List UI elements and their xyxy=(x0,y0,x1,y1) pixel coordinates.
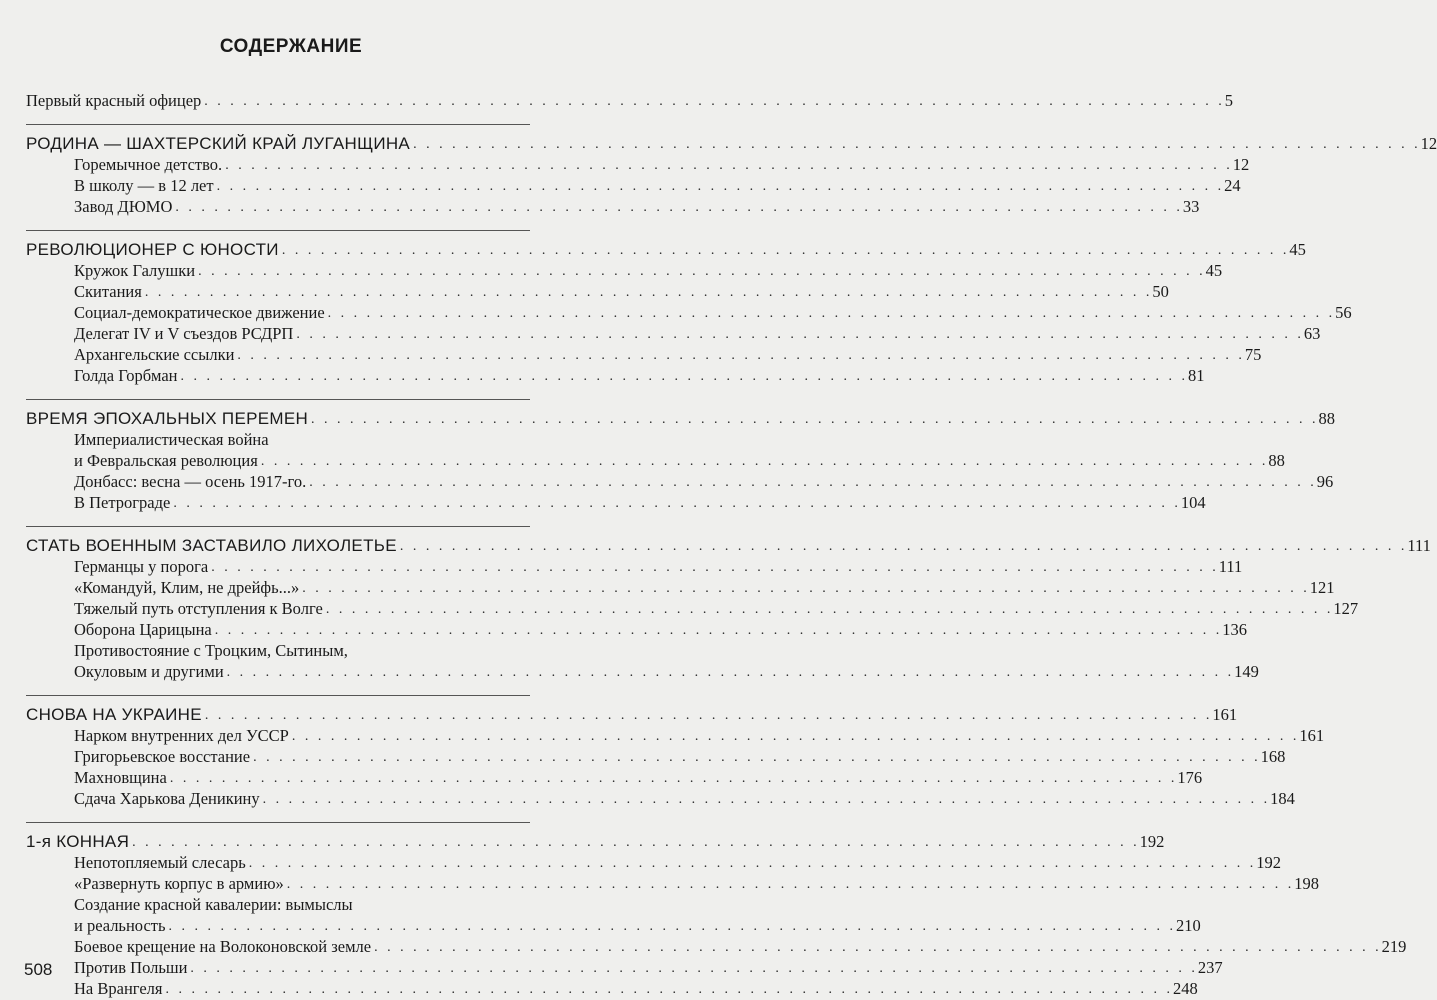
toc-entry-label: Горемычное детство. xyxy=(74,155,223,174)
toc-entry-label: Социал-демократическое движение xyxy=(74,303,325,322)
toc-entry-label-line: Противостояние с Троцким, Сытиным, xyxy=(74,641,348,660)
toc-entry-label: Скитания xyxy=(74,282,142,301)
toc-entry-label: и Февральская революция xyxy=(74,451,258,470)
toc-entry xyxy=(26,978,1198,999)
section-divider xyxy=(26,124,530,125)
table-of-contents xyxy=(26,90,1437,999)
toc-entry-page: 161 xyxy=(1299,726,1325,745)
toc-entry xyxy=(26,492,1206,513)
toc-entry xyxy=(26,365,1205,386)
toc-entry-label: Оборона Царицына xyxy=(74,620,212,639)
toc-entry-label: СТАТЬ ВОЕННЫМ ЗАСТАВИЛО ЛИХОЛЕТЬЕ xyxy=(26,536,397,555)
toc-entry-page: 45 xyxy=(1289,240,1306,259)
leader-dots: . . . . . . . . . . . . . . . . . . . . . . . . . . . . . . . . . . . . . . . . . . . . . . . . . . . . . . . . . . . . . . . . . . . . . . . . . . . . . . xyxy=(180,369,1189,384)
toc-entry-label: «Командуй, Клим, не дрейфь...» xyxy=(74,578,300,597)
toc-entry-page: 136 xyxy=(1222,620,1247,639)
toc-entry-label: Окуловым и другими xyxy=(74,662,224,681)
toc-entry-page: 127 xyxy=(1333,599,1359,618)
leader-dots: . . . . . . . . . . . . . . . . . . . . . . . . . . . . . . . . . . . . . . . . . . . . . . . . . . . . . . . . . . . . . . . . . . . . . . . . . . . . . . xyxy=(214,623,1223,638)
toc-entry-page: 161 xyxy=(1212,705,1238,724)
leader-dots: . . . . . . . . . . . . . . . . . . . . . . . . . . . . . . . . . . . . . . . . . . . . . . . . . . . . . . . . . . . . . . . . . . . . . . . . . . . . . . xyxy=(296,327,1304,342)
toc-entry-page: 104 xyxy=(1180,493,1206,512)
toc-entry-page: 219 xyxy=(1381,937,1407,956)
leader-dots: . . . . . . . . . . . . . . . . . . . . . . . . . . . . . . . . . . . . . . . . . . . . . . . . . . . . . . . . . . . . . . . . . . . . . . . . . . . . . . xyxy=(132,835,1140,850)
leader-dots: . . . . . . . . . . . . . . . . . . . . . . . . . . . . . . . . . . . . . . . . . . . . . . . . . . . . . . . . . . . . . . . . . . . . . . . . . . . . . . xyxy=(204,708,1213,723)
toc-entry-page: 12 xyxy=(1420,134,1437,153)
leader-dots: . . . . . . . . . . . . . . . . . . . . . . . . . . . . . . . . . . . . . . . . . . . . . . . . . . . . . . . . . . . . . . . . . . . . . . . . . . . . . . xyxy=(169,771,1178,786)
leader-dots: . . . . . . . . . . . . . . . . . . . . . . . . . . . . . . . . . . . . . . . . . . . . . . . . . . . . . . . . . . . . . . . . . . . . . . . . . . . . . . xyxy=(260,454,1269,469)
section-divider xyxy=(26,526,530,527)
leader-dots: . . . . . . . . . . . . . . . . . . . . . . . . . . . . . . . . . . . . . . . . . . . . . . . . . . . . . . . . . . . . . . . . . . . . . . . . . . . . . . xyxy=(248,856,1257,871)
leader-dots: . . . . . . . . . . . . . . . . . . . . . . . . . . . . . . . . . . . . . . . . . . . . . . . . . . . . . . . . . . . . . . . . . . . . . . . . . . . . . . xyxy=(291,729,1300,744)
toc-entry-page: 88 xyxy=(1268,451,1285,470)
toc-entry-page: 88 xyxy=(1318,409,1336,428)
toc-entry-page: 5 xyxy=(1224,91,1234,110)
section-divider xyxy=(26,399,530,400)
leader-dots: . . . . . . . . . . . . . . . . . . . . . . . . . . . . . . . . . . . . . . . . . . . . . . . . . . . . . . . . . . . . . . . . . . . . . . . . . . . . . . xyxy=(374,940,1382,955)
toc-entry-label: «Развернуть корпус в армию» xyxy=(74,874,284,893)
section-divider xyxy=(26,230,530,231)
leader-dots: . . . . . . . . . . . . . . . . . . . . . . . . . . . . . . . . . . . . . . . . . . . . . . . . . . . . . . . . . . . . . . . . . . . . . . . . . . . . . . xyxy=(327,306,1336,321)
toc-entry-page: 168 xyxy=(1260,747,1286,766)
leader-dots: . . . . . . . . . . . . . . . . . . . . . . . . . . . . . . . . . . . . . . . . . . . . . . . . . . . . . . . . . . . . . . . . . . . . . . . . . . . . . . xyxy=(216,179,1225,194)
toc-entry xyxy=(26,344,1262,365)
toc-entry xyxy=(26,957,1223,978)
toc-entry xyxy=(26,915,1201,936)
leader-dots: . . . . . . . . . . . . . . . . . . . . . . . . . . . . . . . . . . . . . . . . . . . . . . . . . . . . . . . . . . . . . . . . . . . . . . . . . . . . . . xyxy=(325,602,1334,617)
toc-entry-label: Кружок Галушки xyxy=(74,261,196,280)
toc-section-heading xyxy=(26,535,1431,556)
toc-entry-page: 111 xyxy=(1218,557,1243,576)
leader-dots: . . . . . . . . . . . . . . . . . . . . . . . . . . . . . . . . . . . . . . . . . . . . . . . . . . . . . . . . . . . . . . . . . . . . . . . . . . . . . . xyxy=(226,665,1235,680)
toc-entry-page: 210 xyxy=(1176,916,1201,935)
toc-section-heading xyxy=(26,704,1238,725)
toc-entry-label: Донбасс: весна — осень 1917-го. xyxy=(74,472,307,491)
toc-entry xyxy=(26,577,1335,598)
toc-entry-page: 176 xyxy=(1177,768,1203,787)
toc-entry xyxy=(26,598,1359,619)
leader-dots: . . . . . . . . . . . . . . . . . . . . . . . . . . . . . . . . . . . . . . . . . . . . . . . . . . . . . . . . . . . . . . . . . . . . . . . . . . . . . . xyxy=(225,158,1233,173)
toc-entry-label: Германцы у порога xyxy=(74,557,209,576)
toc-entry-label: На Врангеля xyxy=(74,979,163,998)
toc-entry xyxy=(26,175,1241,196)
page-title: СОДЕРЖАНИЕ xyxy=(219,36,363,57)
toc-entry xyxy=(26,619,1247,640)
leader-dots: . . . . . . . . . . . . . . . . . . . . . . . . . . . . . . . . . . . . . . . . . . . . . . . . . . . . . . . . . . . . . . . . . . . . . . . . . . . . . . xyxy=(211,560,1219,575)
leader-dots: . . . . . . . . . . . . . . . . . . . . . . . . . . . . . . . . . . . . . . . . . . . . . . . . . . . . . . . . . . . . . . . . . . . . . . . . . . . . . . xyxy=(237,348,1245,363)
toc-entry-page: 33 xyxy=(1182,197,1200,216)
toc-entry-page: 192 xyxy=(1139,832,1165,851)
toc-entry xyxy=(26,661,1259,682)
toc-entry xyxy=(26,323,1321,344)
toc-entry-label-line: Империалистическая война xyxy=(74,430,269,449)
toc-entry xyxy=(26,260,1223,281)
toc-section-heading xyxy=(26,408,1336,429)
leader-dots: . . . . . . . . . . . . . . . . . . . . . . . . . . . . . . . . . . . . . . . . . . . . . . . . . . . . . . . . . . . . . . . . . . . . . . . . . . . . . . xyxy=(302,581,1310,596)
section-divider xyxy=(26,822,530,823)
toc-entry-page: 237 xyxy=(1197,958,1223,977)
toc-entry-page: 96 xyxy=(1316,472,1334,491)
leader-dots: . . . . . . . . . . . . . . . . . . . . . . . . . . . . . . . . . . . . . . . . . . . . . . . . . . . . . . . . . . . . . . . . . . . . . . . . . . . . . . xyxy=(168,919,1177,934)
toc-entry xyxy=(26,154,1250,175)
toc-entry-label: Делегат IV и V съездов РСДРП xyxy=(74,324,294,343)
toc-section-heading xyxy=(26,831,1165,852)
toc-entry-page: 50 xyxy=(1152,282,1169,301)
toc-entry xyxy=(26,302,1352,323)
toc-section-heading xyxy=(26,133,1437,154)
toc-entry-label: В Петрограде xyxy=(74,493,171,512)
leader-dots: . . . . . . . . . . . . . . . . . . . . . . . . . . . . . . . . . . . . . . . . . . . . . . . . . . . . . . . . . . . . . . . . . . . . . . . . . . . . . . xyxy=(190,961,1198,976)
toc-entry-label: 1-я КОННАЯ xyxy=(26,832,130,851)
leader-dots: . . . . . . . . . . . . . . . . . . . . . . . . . . . . . . . . . . . . . . . . . . . . . . . . . . . . . . . . . . . . . . . . . . . . . . . . . . . . . . xyxy=(281,243,1290,258)
toc-entry-label: Первый красный офицер xyxy=(26,91,202,110)
toc-entry xyxy=(26,556,1243,577)
toc-entry-label: РЕВОЛЮЦИОНЕР С ЮНОСТИ xyxy=(26,240,279,259)
page-number: 508 xyxy=(24,960,53,979)
toc-entry-page: 111 xyxy=(1407,536,1431,555)
toc-entry-page: 75 xyxy=(1244,345,1262,364)
toc-entry-page: 184 xyxy=(1270,789,1295,808)
leader-dots: . . . . . . . . . . . . . . . . . . . . . . . . . . . . . . . . . . . . . . . . . . . . . . . . . . . . . . . . . . . . . . . . . . . . . . . . . . . . . . xyxy=(173,496,1181,511)
toc-entry xyxy=(26,852,1281,873)
toc-entry-label: Архангельские ссылки xyxy=(74,345,235,364)
leader-dots: . . . . . . . . . . . . . . . . . . . . . . . . . . . . . . . . . . . . . . . . . . . . . . . . . . . . . . . . . . . . . . . . . . . . . . . . . . . . . . xyxy=(311,412,1319,427)
toc-entry xyxy=(26,873,1320,894)
toc-entry-label: ВРЕМЯ ЭПОХАЛЬНЫХ ПЕРЕМЕН xyxy=(26,409,309,428)
leader-dots: . . . . . . . . . . . . . . . . . . . . . . . . . . . . . . . . . . . . . . . . . . . . . . . . . . . . . . . . . . . . . . . . . . . . . . . . . . . . . . xyxy=(413,137,1421,152)
toc-entry-label-line: Создание красной кавалерии: вымыслы xyxy=(74,895,353,914)
toc-entry-label: Нарком внутренних дел УССР xyxy=(74,726,289,745)
toc-entry xyxy=(26,767,1203,788)
toc-entry-page: 248 xyxy=(1172,979,1198,998)
toc-entry xyxy=(26,450,1285,471)
toc-entry-page: 149 xyxy=(1234,662,1259,681)
section-divider xyxy=(26,695,530,696)
toc-entry-label: В школу — в 12 лет xyxy=(74,176,214,195)
toc-entry-label: РОДИНА — ШАХТЕРСКИЙ КРАЙ ЛУГАНЩИНА xyxy=(26,134,411,153)
toc-entry-page: 81 xyxy=(1188,366,1205,385)
leader-dots: . . . . . . . . . . . . . . . . . . . . . . . . . . . . . . . . . . . . . . . . . . . . . . . . . . . . . . . . . . . . . . . . . . . . . . . . . . . . . . xyxy=(165,982,1173,997)
toc-entry-page: 24 xyxy=(1224,176,1241,195)
leader-dots: . . . . . . . . . . . . . . . . . . . . . . . . . . . . . . . . . . . . . . . . . . . . . . . . . . . . . . . . . . . . . . . . . . . . . . . . . . . . . . xyxy=(399,539,1408,554)
toc-entry-page: 121 xyxy=(1309,578,1335,597)
toc-entry-label: Завод ДЮМО xyxy=(74,197,173,216)
toc-entry xyxy=(26,788,1295,809)
leader-dots: . . . . . . . . . . . . . . . . . . . . . . . . . . . . . . . . . . . . . . . . . . . . . . . . . . . . . . . . . . . . . . . . . . . . . . . . . . . . . . xyxy=(286,877,1295,892)
toc-entry-label: Махновщина xyxy=(74,768,167,787)
leader-dots: . . . . . . . . . . . . . . . . . . . . . . . . . . . . . . . . . . . . . . . . . . . . . . . . . . . . . . . . . . . . . . . . . . . . . . . . . . . . . . xyxy=(175,200,1183,215)
toc-entry-label: Голда Горбман xyxy=(74,366,178,385)
toc-entry-label: и реальность xyxy=(74,916,166,935)
leader-dots: . . . . . . . . . . . . . . . . . . . . . . . . . . . . . . . . . . . . . . . . . . . . . . . . . . . . . . . . . . . . . . . . . . . . . . . . . . . . . . xyxy=(309,475,1317,490)
leader-dots: . . . . . . . . . . . . . . . . . . . . . . . . . . . . . . . . . . . . . . . . . . . . . . . . . . . . . . . . . . . . . . . . . . . . . . . . . . . . . . xyxy=(198,264,1206,279)
toc-entry-page: 12 xyxy=(1232,155,1250,174)
toc-entry-label: Непотопляемый слесарь xyxy=(74,853,246,872)
toc-entry-label: Боевое крещение на Волоконовской земле xyxy=(74,937,372,956)
toc-entry-page: 63 xyxy=(1303,324,1321,343)
toc-entry-page: 198 xyxy=(1294,874,1320,893)
leader-dots: . . . . . . . . . . . . . . . . . . . . . . . . . . . . . . . . . . . . . . . . . . . . . . . . . . . . . . . . . . . . . . . . . . . . . . . . . . . . . . xyxy=(144,285,1153,300)
toc-entry xyxy=(26,725,1325,746)
leader-dots: . . . . . . . . . . . . . . . . . . . . . . . . . . . . . . . . . . . . . . . . . . . . . . . . . . . . . . . . . . . . . . . . . . . . . . . . . . . . . . xyxy=(262,792,1271,807)
toc-entry-label: СНОВА НА УКРАИНЕ xyxy=(26,705,202,724)
toc-entry-page: 45 xyxy=(1205,261,1223,280)
leader-dots: . . . . . . . . . . . . . . . . . . . . . . . . . . . . . . . . . . . . . . . . . . . . . . . . . . . . . . . . . . . . . . . . . . . . . . . . . . . . . . xyxy=(253,750,1261,765)
toc-entry-page: 56 xyxy=(1335,303,1352,322)
toc-entry xyxy=(26,281,1169,302)
toc-entry-label: Против Польши xyxy=(74,958,188,977)
toc-entry xyxy=(26,471,1334,492)
toc-entry-label: Тяжелый путь отступления к Волге xyxy=(74,599,323,618)
leader-dots: . . . . . . . . . . . . . . . . . . . . . . . . . . . . . . . . . . . . . . . . . . . . . . . . . . . . . . . . . . . . . . . . . . . . . . . . . . . . . . . xyxy=(204,94,1225,109)
toc-entry-label: Григорьевское восстание xyxy=(74,747,251,766)
toc-entry-page: 192 xyxy=(1256,853,1281,872)
toc-entry xyxy=(26,746,1286,767)
toc-section-heading xyxy=(26,239,1306,260)
toc-entry-label: Сдача Харькова Деникину xyxy=(74,789,260,808)
toc-entry xyxy=(26,196,1200,217)
toc-entry xyxy=(26,936,1407,957)
toc-intro-entry xyxy=(26,90,1234,111)
